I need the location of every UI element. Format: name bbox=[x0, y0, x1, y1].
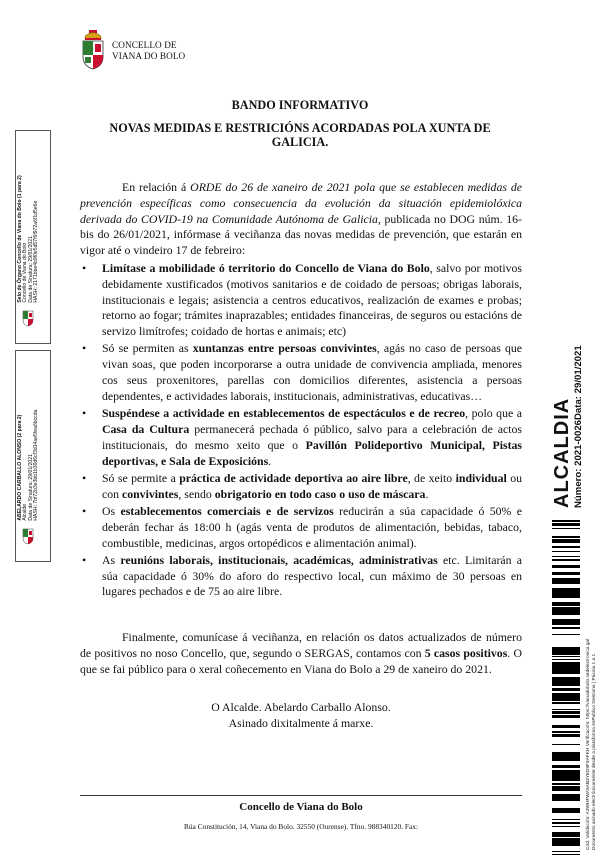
stamp-line: Alcalde bbox=[22, 504, 29, 521]
list-item bbox=[80, 471, 522, 503]
item-text: etc. Limitarán a súa capacidade ó 30% do aforo do respectivo local, cun máximo de 30 persoas en lugares pechados e de 75 ao aire libre. bbox=[102, 552, 523, 599]
signature-stamp-2 bbox=[15, 350, 51, 562]
verification-line: Documento asinado electrónicamente desde a plataforma esPublico Gestiona | Páxina 1 a 1 bbox=[592, 653, 598, 850]
list-item bbox=[80, 341, 522, 404]
item-text: . bbox=[425, 486, 429, 501]
intro-text-2: , publicada no DOG núm. 16-bis do 26/01/2021, infórmase á veciñanza das novas medidas de prevención, que estarán en vigor até o vindeiro 17 de febreiro: bbox=[80, 211, 522, 258]
document-subtitle bbox=[100, 121, 500, 149]
item-text: reducirán a súa capacidade ó 50% e deberán fechar ás 18:00 h (agás venta de produtos de alimentación, bebidas, tabaco, combustible, medicinas, argos ortopédicos e alimentación animal). bbox=[102, 503, 522, 550]
bullet-icon: • bbox=[82, 261, 87, 275]
item-emphasis: individual bbox=[455, 470, 507, 485]
item-text: Só se permite a bbox=[102, 470, 180, 485]
list-item bbox=[80, 504, 522, 551]
item-text: . bbox=[268, 453, 272, 468]
list-item bbox=[80, 261, 522, 340]
item-emphasis: Pavillón Polideportivo Municipal, Pistas deportivas, e Sala de Exposicións bbox=[102, 437, 523, 468]
signature-stamp-1 bbox=[15, 130, 51, 344]
item-text: , salvo por motivos debidamente xustificados (motivos sanitarios e de coidado de persoas; obrigas laborais, institucionais e legais; asistencia a centros educativos, realización de exames e probas; retorno ao fogar; trámites inaprazables; entidades financeiras, de seguros ou estacións de servizo limítrofes; coidado de hortas e animais; etc) bbox=[102, 261, 522, 339]
record-number: Número: 2021-0026 bbox=[573, 420, 584, 508]
footer-address: Rúa Constitución, 14, Viana do Bolo. 32550 (Ourense). Tfno. 988340120. Fax: bbox=[183, 822, 419, 831]
item-text: Os bbox=[102, 503, 121, 518]
record-date: Data: 29/01/2021 bbox=[573, 345, 584, 420]
item-emphasis: obrigatorio en todo caso o uso de máscara bbox=[214, 486, 426, 501]
office-label: ALCALDIA bbox=[551, 397, 573, 508]
stamp-2-text bbox=[18, 321, 40, 521]
closing-text: Finalmente, comunícase á veciñanza, en relación os datos actualizados de número de positivos no noso Concello, que, segundo o SERGAS, contamos con bbox=[80, 630, 522, 660]
stamp-line: ABELARDO CARBALLO ALONSO (2 para 2) bbox=[17, 415, 23, 521]
coat-of-arms-icon bbox=[22, 527, 34, 545]
org-line-1: CONCELLO DE bbox=[112, 40, 177, 50]
intro-text-1: En relación á bbox=[122, 180, 187, 194]
measures-list bbox=[80, 261, 522, 602]
item-emphasis: convivintes bbox=[121, 486, 179, 501]
barcode-icon bbox=[552, 520, 580, 855]
closing-paragraph bbox=[80, 630, 522, 677]
item-text: , sendo bbox=[178, 486, 215, 501]
item-emphasis: Suspéndese a actividade en establecementos de espectáculos e de recreo bbox=[102, 406, 466, 421]
verification-text bbox=[586, 639, 598, 850]
item-text: Só se permiten as bbox=[102, 341, 193, 356]
coat-of-arms-icon bbox=[80, 30, 106, 70]
intro-order-title: ORDE do 26 de xaneiro de 2021 pola que se establecen medidas de prevención específicas como consecuencia da evolución da situación epidemiolóxica derivada do COVID-19 na Comunidade Autónoma de Galicia bbox=[80, 180, 523, 226]
item-text: , polo que a bbox=[465, 406, 522, 421]
item-text: permanecerá pechada ó público, salvo para a celebración de actos institucionais, do mesmo xeito que o bbox=[102, 421, 523, 452]
intro-paragraph bbox=[80, 180, 522, 259]
stamp-line: Data de Sinatura: 29/01/2021 bbox=[27, 236, 34, 303]
item-emphasis: reunións laborais, institucionais, académicas, administrativas bbox=[120, 552, 438, 567]
subtitle-line-1: NOVAS MEDIDAS E RESTRICIÓNS ACORDADAS POLA XUNTA DE bbox=[109, 121, 491, 135]
stamp-line: Concello de Viana do Bolo bbox=[22, 243, 29, 303]
positive-cases: 5 casos positivos bbox=[424, 645, 508, 660]
list-item bbox=[80, 553, 522, 600]
list-item bbox=[80, 406, 522, 469]
closing-text: . O que se fai público para o xeral coñecemento en Viana do Bolo a 29 de xaneiro do 2021. bbox=[80, 645, 523, 676]
item-emphasis: Limítase a mobilidade ó territorio do Concello de Viana do Bolo bbox=[102, 261, 430, 275]
org-line-2: VIANA DO BOLO bbox=[112, 51, 186, 61]
bullet-icon: • bbox=[82, 341, 87, 356]
verification-line: Cód. Validación: A3WHFWA5AB3Y6G9F3AFKH Verificación: https://vianadobolo.sedelectronica.gal bbox=[586, 638, 591, 850]
organization-name bbox=[112, 40, 185, 62]
signature-name: O Alcalde. Abelardo Carballo Alonso. bbox=[211, 700, 391, 714]
footer-title: Concello de Viana do Bolo bbox=[239, 801, 363, 813]
bullet-icon: • bbox=[82, 470, 87, 485]
signature-note: Asinado dixitalmente á marxe. bbox=[228, 716, 374, 730]
item-emphasis: práctica de actividade deportiva ao aire libre bbox=[179, 470, 408, 485]
footer-divider bbox=[80, 795, 522, 796]
item-emphasis: establecementos comerciais e de servizos bbox=[120, 503, 334, 518]
bullet-icon: • bbox=[82, 406, 87, 421]
item-text: As bbox=[102, 552, 121, 567]
item-text: , agás no caso de persoas que vivan soas, que poden incorporarse a outra unidade de convivencia ampliada, menores cos seus proxenitores, parellas con domicilios diferentes, asistencia a persoas dependentes, e actividades laborais, institucionais, administrativas, educativas… bbox=[102, 341, 522, 403]
item-text: , de xeito bbox=[407, 470, 456, 485]
stamp-line: HASH: 2171bbe4b9f0e5d57f6f972a6f1d5e6e bbox=[33, 201, 40, 303]
stamp-1-text bbox=[18, 103, 40, 303]
item-emphasis: xuntanzas entre persoas convivintes bbox=[192, 341, 377, 356]
subtitle-line-2: GALICIA. bbox=[271, 135, 329, 149]
bullet-icon: • bbox=[82, 503, 87, 518]
stamp-line: Selo de Órgano Concello de Viana do Bolo (1 para 2) bbox=[17, 175, 23, 303]
stamp-line: Data de Sinatura: 29/01/2021 bbox=[27, 454, 34, 521]
document-title: BANDO INFORMATIVO bbox=[231, 98, 369, 112]
stamp-line: HASH: 7bf72b3e3bb1b30d6cf3d14ae5fea6bccda bbox=[33, 409, 40, 521]
item-emphasis: Casa da Cultura bbox=[102, 421, 190, 436]
bullet-icon: • bbox=[82, 552, 87, 567]
item-text: ou con bbox=[102, 470, 522, 501]
